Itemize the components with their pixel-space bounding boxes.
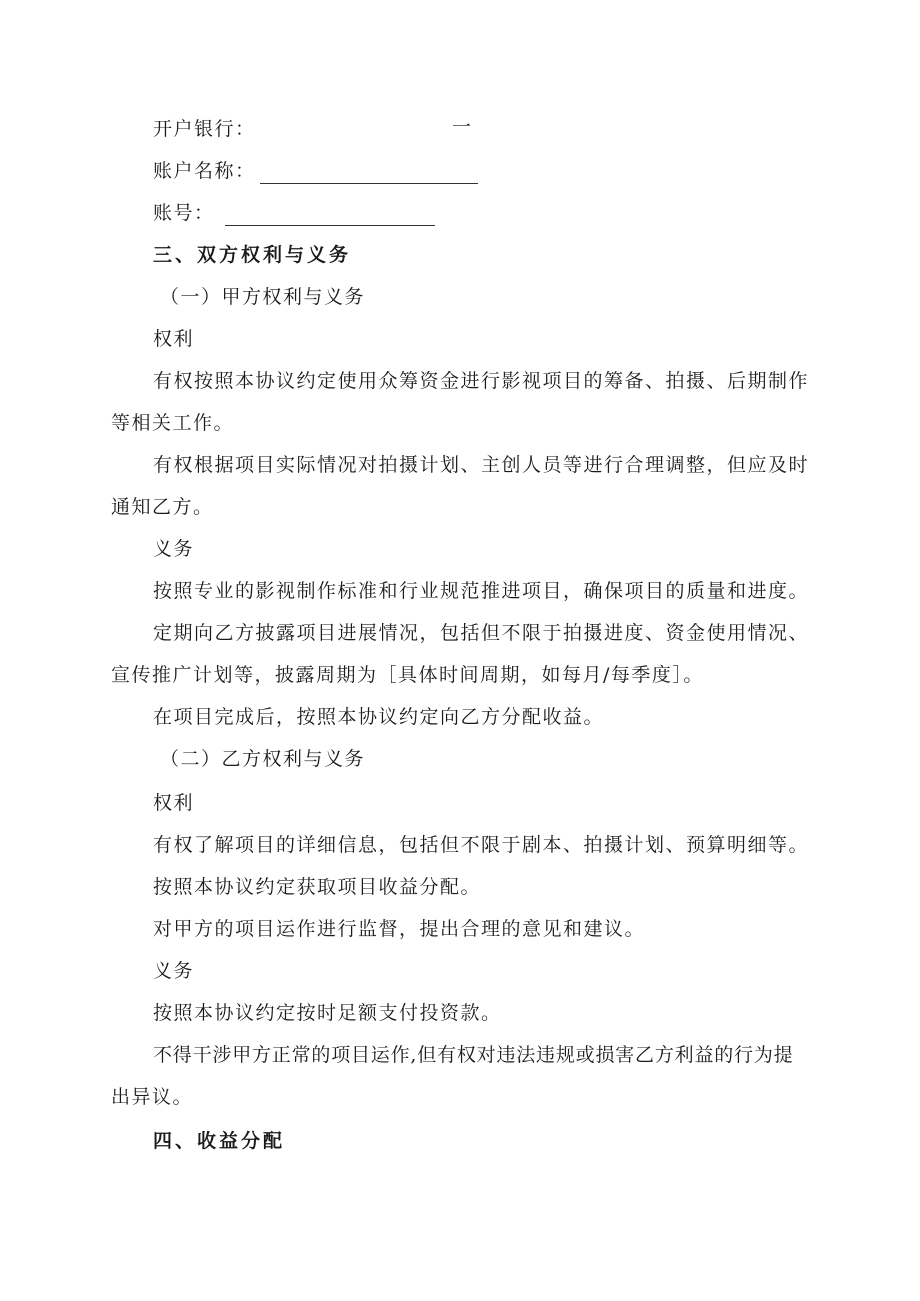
party-b-obligation-2-line2: 出异议。 xyxy=(111,1086,194,1108)
section-3-title: 三、双方权利与义务 xyxy=(153,244,352,266)
party-a-right-2-line1: 有权根据项目实际情况对拍摄计划、主创人员等进行合理调整，但应及时 xyxy=(153,454,810,476)
party-b-rights-label: 权利 xyxy=(153,792,195,814)
party-b-right-2: 按照本协议约定获取项目收益分配。 xyxy=(153,876,482,898)
party-b-obligations-label: 义务 xyxy=(153,960,195,982)
party-b-obligation-2-line1: 不得干涉甲方正常的项目运作,但有权对违法违规或损害乙方利益的行为提 xyxy=(153,1044,794,1066)
party-a-obligation-1: 按照专业的影视制作标准和行业规范推进项目，确保项目的质量和进度。 xyxy=(153,580,810,602)
party-a-right-2-line2: 通知乙方。 xyxy=(111,496,214,518)
account-number-blank[interactable] xyxy=(225,205,435,226)
party-a-right-1-line2: 等相关工作。 xyxy=(111,412,235,434)
account-name-label: 账户名称： xyxy=(153,160,256,182)
account-name-blank[interactable] xyxy=(260,163,478,184)
party-a-obligation-3: 在项目完成后，按照本协议约定向乙方分配收益。 xyxy=(153,706,605,728)
bank-name-mark: 一 xyxy=(452,116,472,138)
bank-name-label: 开户银行： xyxy=(153,118,256,140)
party-a-obligation-2-line2: 宣传推广计划等，披露周期为［具体时间周期，如每月/每季度］。 xyxy=(111,664,704,686)
party-a-rights-label: 权利 xyxy=(153,328,195,350)
party-a-title: （一）甲方权利与义务 xyxy=(160,286,366,308)
party-a-right-1-line1: 有权按照本协议约定使用众筹资金进行影视项目的筹备、拍摄、后期制作 xyxy=(153,370,810,392)
party-b-right-3: 对甲方的项目运作进行监督，提出合理的意见和建议。 xyxy=(153,918,646,940)
party-a-obligation-2-line1: 定期向乙方披露项目进展情况，包括但不限于拍摄进度、资金使用情况、 xyxy=(153,622,810,644)
account-number-row xyxy=(153,200,435,226)
party-b-title: （二）乙方权利与义务 xyxy=(160,748,366,770)
party-b-right-1: 有权了解项目的详细信息，包括但不限于剧本、拍摄计划、预算明细等。 xyxy=(153,834,810,856)
account-name-row xyxy=(153,158,478,184)
account-number-label: 账号： xyxy=(153,202,215,224)
bank-name-row xyxy=(153,116,256,142)
section-4-title: 四、收益分配 xyxy=(153,1130,286,1152)
party-a-obligations-label: 义务 xyxy=(153,538,195,560)
party-b-obligation-1: 按照本协议约定按时足额支付投资款。 xyxy=(153,1002,502,1024)
